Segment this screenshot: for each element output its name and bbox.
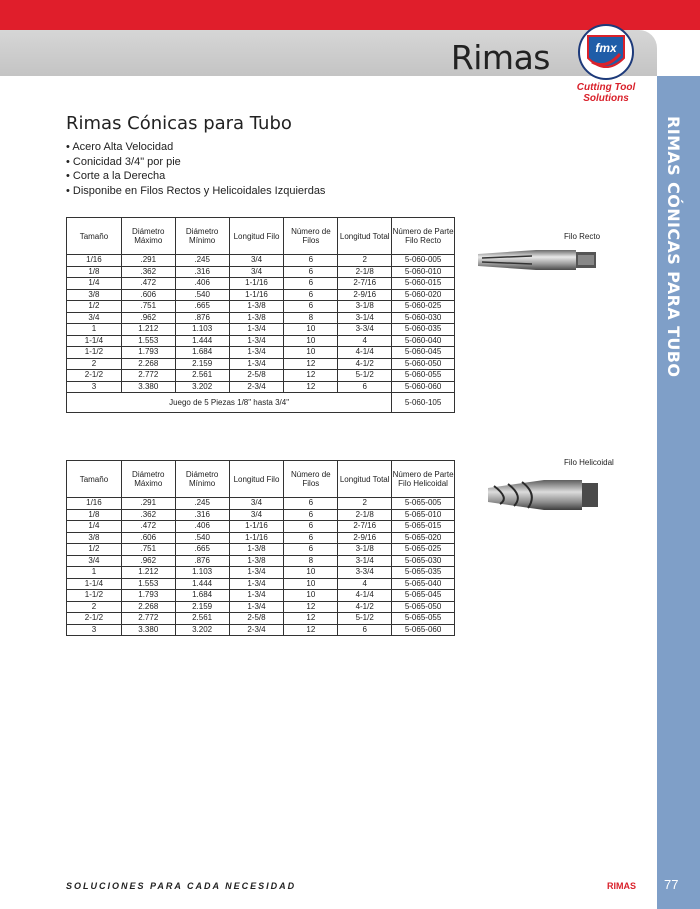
table-cell: .540 <box>175 532 229 544</box>
table-cell: 12 <box>284 358 338 370</box>
table-cell: .876 <box>175 555 229 567</box>
table-cell: 1-3/4 <box>229 358 284 370</box>
table-cell: 3/8 <box>67 289 122 301</box>
table-cell: 5-065-040 <box>392 578 455 590</box>
table-header-row <box>67 461 455 498</box>
set-part-number: 5-060-105 <box>392 393 455 413</box>
table-cell: 1-3/4 <box>229 578 284 590</box>
table-cell: 2.159 <box>175 358 229 370</box>
table-cell: 5-060-035 <box>392 324 455 336</box>
table-cell: .751 <box>121 301 175 313</box>
table-row <box>67 255 455 267</box>
table-cell: 10 <box>284 578 338 590</box>
table-cell: .751 <box>121 544 175 556</box>
table-cell: 5-060-060 <box>392 381 455 393</box>
table-cell: 1.553 <box>121 578 175 590</box>
table-row <box>67 544 455 556</box>
table-cell: 6 <box>284 255 338 267</box>
logo-text: fmx <box>595 41 617 55</box>
table-cell: 1-1/4 <box>67 335 122 347</box>
table-cell: 1-3/8 <box>229 555 284 567</box>
table-cell: .962 <box>121 312 175 324</box>
table-cell: 1-3/8 <box>229 312 284 324</box>
table-cell: 2.561 <box>175 370 229 382</box>
table-cell: .362 <box>121 509 175 521</box>
side-strip-cap <box>657 30 700 76</box>
table-cell: 3-3/4 <box>338 567 392 579</box>
table-cell: .606 <box>121 532 175 544</box>
table-cell: 5-1/2 <box>338 613 392 625</box>
table-cell: 2.159 <box>175 601 229 613</box>
table-cell: 2-9/16 <box>338 289 392 301</box>
table-cell: 3-1/4 <box>338 555 392 567</box>
table-header-row <box>67 218 455 255</box>
feature-list <box>66 140 325 198</box>
helical-flute-table <box>66 460 455 636</box>
table-cell: 2-3/4 <box>229 624 284 636</box>
table-cell: 1.553 <box>121 335 175 347</box>
table-cell: 3/4 <box>229 266 284 278</box>
table-cell: .962 <box>121 555 175 567</box>
table-row <box>67 347 455 359</box>
table-cell: 1-1/16 <box>229 532 284 544</box>
table-cell: 1.793 <box>121 347 175 359</box>
helical-tool-label: Filo Helicoidal <box>564 458 614 467</box>
table-cell: 5-065-050 <box>392 601 455 613</box>
column-header: Longitud Filo <box>229 461 284 498</box>
table-cell: 2-3/4 <box>229 381 284 393</box>
table-row <box>67 601 455 613</box>
table-row <box>67 312 455 324</box>
table-cell: .245 <box>175 498 229 510</box>
table-row <box>67 266 455 278</box>
side-section-label: RIMAS CÓNICAS PARA TUBO <box>664 116 683 378</box>
feature-item: • Conicidad 3/4" por pie <box>66 155 325 170</box>
page-number: 77 <box>664 877 679 892</box>
table-cell: 1.444 <box>175 335 229 347</box>
table-cell: 2 <box>67 358 122 370</box>
set-label: Juego de 5 Piezas 1/8" hasta 3/4" <box>67 393 392 413</box>
table-cell: 4-1/2 <box>338 601 392 613</box>
table-cell: 3-1/4 <box>338 312 392 324</box>
table-cell: 2-1/8 <box>338 266 392 278</box>
column-header: Tamaño <box>67 461 122 498</box>
table-cell: 5-065-045 <box>392 590 455 602</box>
column-header: Longitud Total <box>338 461 392 498</box>
table-row <box>67 301 455 313</box>
table-cell: 3/4 <box>229 255 284 267</box>
table-cell: .291 <box>121 498 175 510</box>
table-cell: 2.772 <box>121 613 175 625</box>
table-cell: 1-1/16 <box>229 521 284 533</box>
table-cell: 1-3/4 <box>229 347 284 359</box>
set-row <box>67 393 455 413</box>
table-cell: 1/2 <box>67 301 122 313</box>
table-cell: 5-065-055 <box>392 613 455 625</box>
header-bar <box>0 30 657 76</box>
table-row <box>67 532 455 544</box>
table-cell: .606 <box>121 289 175 301</box>
table-row <box>67 555 455 567</box>
table-cell: 2 <box>338 255 392 267</box>
table-cell: 2.268 <box>121 601 175 613</box>
table-cell: 5-060-050 <box>392 358 455 370</box>
table-cell: 2-1/2 <box>67 370 122 382</box>
table-cell: 1/2 <box>67 544 122 556</box>
table-cell: 3/8 <box>67 532 122 544</box>
table-cell: 12 <box>284 381 338 393</box>
table-cell: 5-060-030 <box>392 312 455 324</box>
table-cell: 5-060-020 <box>392 289 455 301</box>
table-cell: 3/4 <box>67 312 122 324</box>
footer-section: RIMAS <box>607 881 636 891</box>
table-cell: 6 <box>284 266 338 278</box>
table-cell: 2-7/16 <box>338 278 392 290</box>
table-cell: 2.561 <box>175 613 229 625</box>
table-cell: 4-1/4 <box>338 590 392 602</box>
column-header: Número de Parte Filo Helicoidal <box>392 461 455 498</box>
table-cell: 3-1/8 <box>338 301 392 313</box>
table-cell: 3.202 <box>175 381 229 393</box>
table-cell: 2-7/16 <box>338 521 392 533</box>
table-cell: 2.772 <box>121 370 175 382</box>
column-header: Tamaño <box>67 218 122 255</box>
table-cell: 8 <box>284 312 338 324</box>
table-cell: 1/4 <box>67 521 122 533</box>
table-cell: .406 <box>175 521 229 533</box>
table-cell: 5-060-015 <box>392 278 455 290</box>
table-cell: 2-9/16 <box>338 532 392 544</box>
table-cell: 3/4 <box>229 498 284 510</box>
table-cell: .876 <box>175 312 229 324</box>
table-cell: 1-3/4 <box>229 601 284 613</box>
table-cell: 6 <box>284 532 338 544</box>
table-cell: 1/8 <box>67 266 122 278</box>
footer-tagline: SOLUCIONES PARA CADA NECESIDAD <box>66 881 297 891</box>
table-cell: .291 <box>121 255 175 267</box>
column-header: Número de Filos <box>284 461 338 498</box>
column-header: Diámetro Mínimo <box>175 461 229 498</box>
column-header: Diámetro Mínimo <box>175 218 229 255</box>
table-cell: 1/8 <box>67 509 122 521</box>
table-row <box>67 521 455 533</box>
table-cell: 2 <box>338 498 392 510</box>
table-cell: 3.202 <box>175 624 229 636</box>
table-cell: 5-060-010 <box>392 266 455 278</box>
table-cell: .665 <box>175 301 229 313</box>
helical-reamer-image <box>484 472 602 516</box>
table-row <box>67 335 455 347</box>
table-cell: 1-3/4 <box>229 590 284 602</box>
table-cell: 4 <box>338 335 392 347</box>
table-cell: 1.444 <box>175 578 229 590</box>
table-row <box>67 624 455 636</box>
table-cell: 2-1/8 <box>338 509 392 521</box>
table-cell: .316 <box>175 266 229 278</box>
table-cell: 4 <box>338 578 392 590</box>
table-body <box>67 498 455 636</box>
table-cell: 6 <box>284 301 338 313</box>
straight-reamer-image <box>474 244 602 276</box>
table-cell: 10 <box>284 324 338 336</box>
table-cell: 1-1/2 <box>67 590 122 602</box>
table-cell: 10 <box>284 567 338 579</box>
table-cell: .406 <box>175 278 229 290</box>
table-row <box>67 381 455 393</box>
straight-flute-table <box>66 217 455 413</box>
table-cell: 1-3/8 <box>229 301 284 313</box>
table-cell: 5-060-040 <box>392 335 455 347</box>
logo-tagline <box>560 82 652 104</box>
table-cell: 1/16 <box>67 255 122 267</box>
table-cell: 1-3/8 <box>229 544 284 556</box>
table-cell: 5-065-005 <box>392 498 455 510</box>
table-cell: 2.268 <box>121 358 175 370</box>
table-cell: 1 <box>67 567 122 579</box>
table-cell: 1.684 <box>175 347 229 359</box>
table-cell: 1.684 <box>175 590 229 602</box>
column-header: Longitud Filo <box>229 218 284 255</box>
table-cell: 5-065-020 <box>392 532 455 544</box>
table-row <box>67 278 455 290</box>
table-cell: 6 <box>284 278 338 290</box>
table-cell: 5-060-055 <box>392 370 455 382</box>
table-cell: 5-060-025 <box>392 301 455 313</box>
table-cell: 3 <box>67 624 122 636</box>
table-cell: 5-065-010 <box>392 509 455 521</box>
table-row <box>67 509 455 521</box>
table-cell: 3.380 <box>121 624 175 636</box>
table-cell: 3 <box>67 381 122 393</box>
table-cell: 1-1/16 <box>229 289 284 301</box>
table-row <box>67 324 455 336</box>
logo-tagline-line1: Cutting Tool <box>576 82 636 93</box>
table-cell: .316 <box>175 509 229 521</box>
logo-tagline-line2: Solutions <box>583 93 629 104</box>
table-cell: 4-1/4 <box>338 347 392 359</box>
table-cell: 1.103 <box>175 324 229 336</box>
table-row <box>67 358 455 370</box>
table-cell: 1.103 <box>175 567 229 579</box>
feature-item: • Disponibe en Filos Rectos y Helicoidales Izquierdas <box>66 184 325 199</box>
table-cell: 1.212 <box>121 324 175 336</box>
table-cell: 2 <box>67 601 122 613</box>
table-body <box>67 255 455 393</box>
table-cell: 3.380 <box>121 381 175 393</box>
straight-tool-label: Filo Recto <box>564 232 601 241</box>
table-row <box>67 567 455 579</box>
table-row <box>67 370 455 382</box>
brand-logo <box>578 24 634 80</box>
table-cell: 6 <box>338 381 392 393</box>
table-cell: 12 <box>284 601 338 613</box>
table-cell: .665 <box>175 544 229 556</box>
table-cell: 10 <box>284 335 338 347</box>
table-cell: 3/4 <box>229 509 284 521</box>
feature-item: • Corte a la Derecha <box>66 169 325 184</box>
table-cell: 1-1/16 <box>229 278 284 290</box>
column-header: Diámetro Máximo <box>121 461 175 498</box>
table-cell: 1.793 <box>121 590 175 602</box>
table-cell: 5-065-025 <box>392 544 455 556</box>
table-cell: .540 <box>175 289 229 301</box>
feature-item: • Acero Alta Velocidad <box>66 140 325 155</box>
section-title: Rimas Cónicas para Tubo <box>66 113 292 134</box>
table-cell: 3-1/8 <box>338 544 392 556</box>
table-cell: 1.212 <box>121 567 175 579</box>
column-header: Diámetro Máximo <box>121 218 175 255</box>
table-cell: 3-3/4 <box>338 324 392 336</box>
column-header: Número de Filos <box>284 218 338 255</box>
table-cell: 4-1/2 <box>338 358 392 370</box>
table-cell: 1-3/4 <box>229 324 284 336</box>
table-cell: 12 <box>284 370 338 382</box>
table-cell: 10 <box>284 347 338 359</box>
table-cell: 1-3/4 <box>229 567 284 579</box>
table-cell: 6 <box>284 509 338 521</box>
table-row <box>67 498 455 510</box>
table-cell: 1-1/2 <box>67 347 122 359</box>
table-cell: 5-065-030 <box>392 555 455 567</box>
table-cell: 6 <box>338 624 392 636</box>
table-cell: 1 <box>67 324 122 336</box>
table-cell: 12 <box>284 624 338 636</box>
table-cell: 10 <box>284 590 338 602</box>
table-cell: 5-060-005 <box>392 255 455 267</box>
table-cell: 2-1/2 <box>67 613 122 625</box>
table-cell: 5-065-015 <box>392 521 455 533</box>
column-header: Longitud Total <box>338 218 392 255</box>
page-title: Rimas <box>450 38 550 77</box>
table-cell: .362 <box>121 266 175 278</box>
table-cell: 5-065-035 <box>392 567 455 579</box>
table-cell: 2-5/8 <box>229 370 284 382</box>
table-cell: 5-060-045 <box>392 347 455 359</box>
table-cell: .472 <box>121 521 175 533</box>
table-cell: 6 <box>284 498 338 510</box>
table-cell: 6 <box>284 289 338 301</box>
table-cell: 5-1/2 <box>338 370 392 382</box>
table-cell: 2-5/8 <box>229 613 284 625</box>
column-header: Número de Parte Filo Recto <box>392 218 455 255</box>
table-cell: 8 <box>284 555 338 567</box>
table-cell: 1-1/4 <box>67 578 122 590</box>
table-cell: .245 <box>175 255 229 267</box>
table-cell: 6 <box>284 544 338 556</box>
table-cell: 3/4 <box>67 555 122 567</box>
table-cell: 1/4 <box>67 278 122 290</box>
table-row <box>67 613 455 625</box>
table-cell: 1-3/4 <box>229 335 284 347</box>
table-row <box>67 289 455 301</box>
table-cell: 6 <box>284 521 338 533</box>
table-cell: 1/16 <box>67 498 122 510</box>
table-cell: .472 <box>121 278 175 290</box>
table-cell: 5-065-060 <box>392 624 455 636</box>
table-row <box>67 590 455 602</box>
table-cell: 12 <box>284 613 338 625</box>
table-row <box>67 578 455 590</box>
